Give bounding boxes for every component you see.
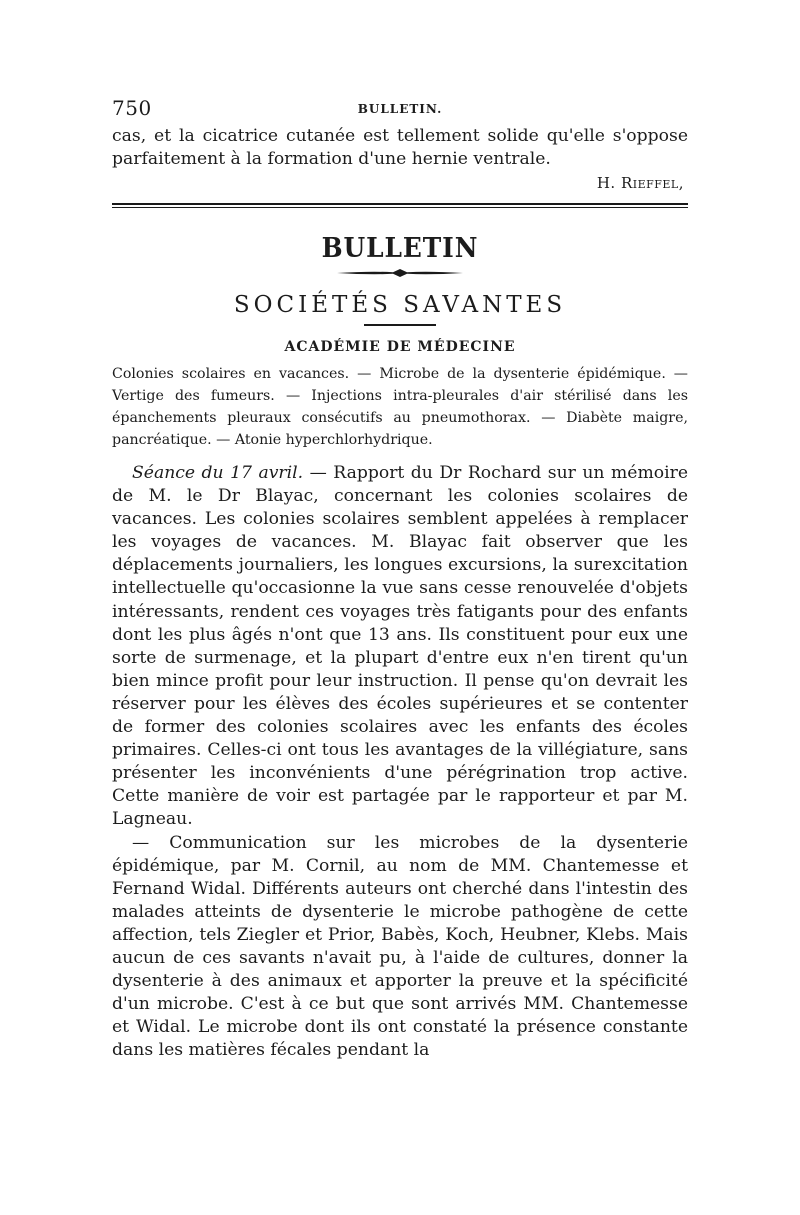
section-title: BULLETIN [321,233,479,264]
ornament-rule-icon [112,268,688,278]
paragraph-text: — Rapport du Dr Rochard sur un mémoire de M. le Dr Blayac, concernant les colonies scolaires de vacances. Les colonies scolaires semblent appelées à remplacer les voyages de vacances. M. Blayac fait observer que les déplacements journaliers, les longues excursions, la surexcitation intellectuelle qu'occasionne la vue sans cesse renouvelée d'objets intéressants, rendent ces voyages très fatigants pour des enfants dont les plus âgés n'ont que 13 ans. Ils constituent pour eux une sorte de surmenage, et la plupart d'entre eux n'en tirent qu'un bien mince profit pour leur instruction. Il pense qu'on devrait les réserver pour les élèves des écoles supérieures et se contenter de former des colonies scolaires avec les enfants des écoles primaires. Celles-ci ont tous les avantages de la villégiature, sans présenter les inconvénients d'une pérégrination trop active. Cette manière de voir est partagée par le rapporteur et par M. Lagneau. [112,463,688,830]
article-body [112,462,688,1062]
page-number: 750 [112,96,152,120]
short-rule [364,324,436,326]
document-page [112,96,688,1062]
session-summary: Colonies scolaires en vacances. — Microbe de la dysenterie épidémique. — Vertige des fumeurs. — Injections intra-pleurales d'air stérilisé dans les épanchements pleuraux consécutifs au pneumothorax. — Diabète maigre, pancréatique. — Atonie hyperchlorhydrique. [112,366,688,448]
academy-heading: ACADÉMIE DE MÉDECINE [284,339,516,355]
running-head [112,96,688,122]
signature-name: Rieffel, [620,174,684,192]
running-title: BULLETIN. [357,102,443,116]
section-subtitle: SOCIÉTÉS SAVANTES [233,292,567,318]
author-signature [112,174,684,192]
previous-article-ending: cas, et la cicatrice cutanée est tellement solide qu'elle s'oppose parfaitement à la formation d'une hernie ventrale. [112,126,688,169]
paragraph: — Communication sur les microbes de la dysenterie épidémique, par M. Cornil, au nom de MM. Chantemesse et Fernand Widal. Différents auteurs ont cherché dans l'intestin des malades atteints de dysenterie le microbe pathogène de cette affection, tels Ziegler et Prior, Babès, Koch, Heubner, Klebs. Mais aucun de ces savants n'avait pu, à l'aide de cultures, donner la dysenterie à des animaux et apporter la preuve et la spécificité d'un microbe. C'est à ce but que sont arrivés MM. Chantemesse et Widal. Le microbe dont ils ont constaté la présence constante dans les matières fécales pendant la [112,832,688,1061]
section-divider-rule [112,203,688,208]
session-date-label: Séance du 17 avril. [132,463,304,483]
paragraph [112,462,688,832]
signature-initial: H. [596,174,616,192]
